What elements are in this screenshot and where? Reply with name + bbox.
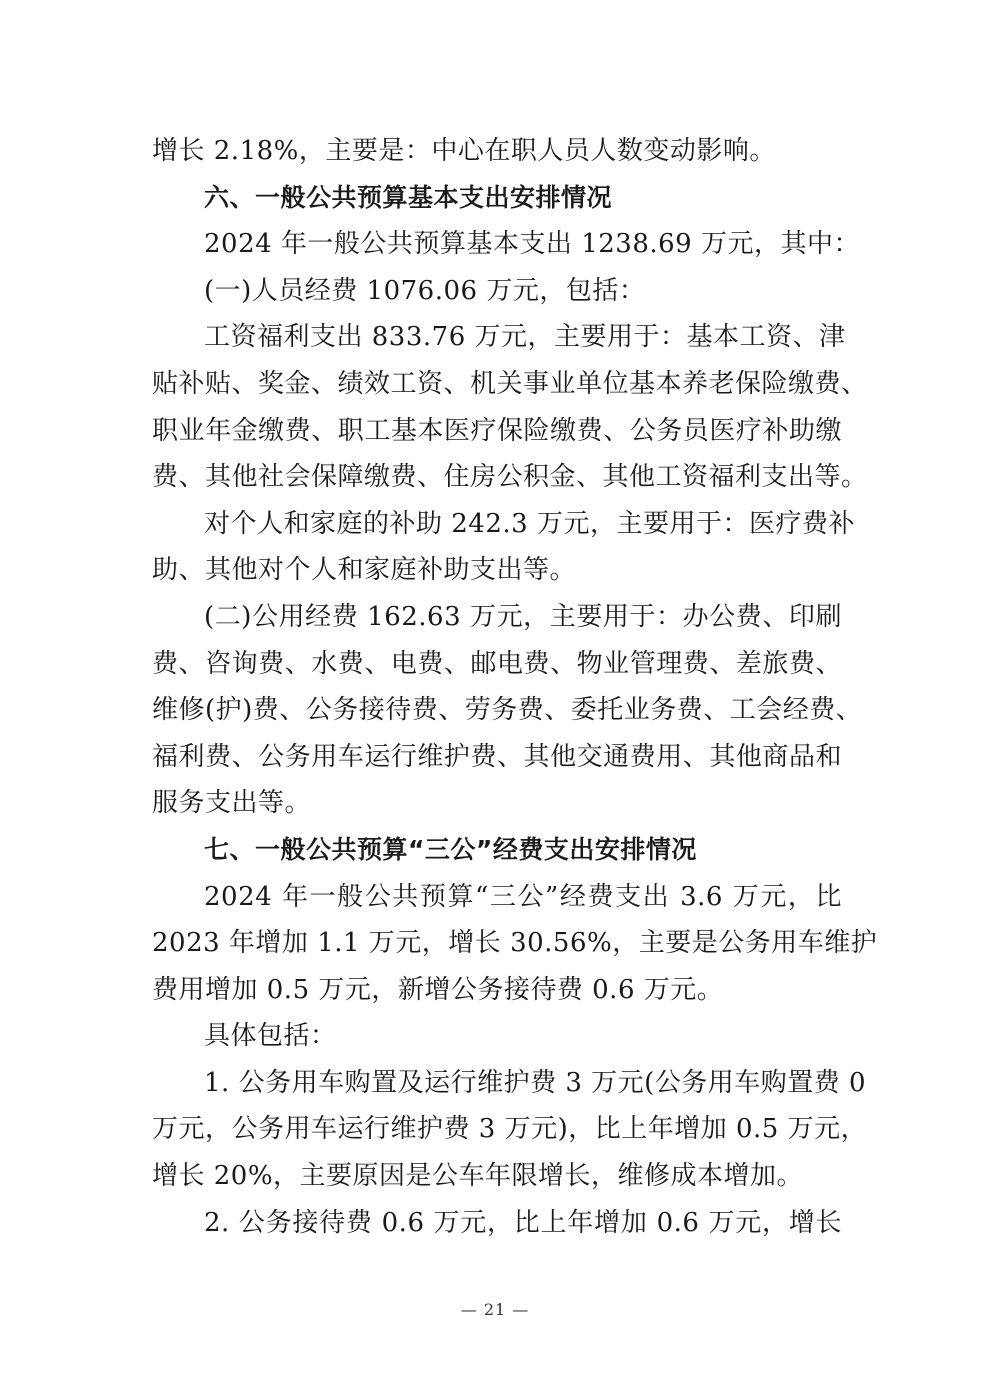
list-item-line: 万元，公务用车运行维护费 3 万元)，比上年增加 0.5 万元，: [152, 1114, 868, 1145]
section-heading-six: 六、一般公共预算基本支出安排情况: [204, 182, 613, 212]
paragraph-line: 对个人和家庭的补助 242.3 万元，主要用于：医疗费补: [204, 508, 855, 539]
page-number: — 21 —: [460, 1300, 530, 1319]
paragraph-line: 费、咨询费、水费、电费、邮电费、物业管理费、差旅费、: [152, 648, 842, 679]
paragraph-line: 贴补贴、奖金、绩效工资、机关事业单位基本养老保险缴费、: [152, 368, 868, 399]
paragraph-line: 职业年金缴费、职工基本医疗保险缴费、公务员医疗补助缴: [152, 415, 842, 446]
section-heading-seven: 七、一般公共预算“三公”经费支出安排情况: [204, 834, 697, 864]
paragraph-line: 服务支出等。: [152, 788, 312, 819]
paragraph-line: 费用增加 0.5 万元，新增公务接待费 0.6 万元。: [152, 974, 724, 1005]
paragraph-line: (二)公用经费 162.63 万元，主要用于：办公费、印刷: [204, 601, 842, 632]
paragraph-line: 2024 年一般公共预算“三公”经费支出 3.6 万元，比: [204, 881, 842, 912]
paragraph-line: 维修(护)费、公务接待费、劳务费、委托业务费、工会经费、: [152, 695, 863, 726]
list-item-line: 增长 20%，主要原因是公车年限增长，维修成本增加。: [152, 1161, 804, 1192]
paragraph-line: 2023 年增加 1.1 万元，增长 30.56%，主要是公务用车维护: [152, 928, 878, 959]
paragraph-line: 助、其他对个人和家庭补助支出等。: [152, 555, 577, 586]
paragraph-line: 增长 2.18%，主要是：中心在职人员人数变动影响。: [152, 136, 776, 166]
paragraph-line: 工资福利支出 833.76 万元，主要用于：基本工资、津: [204, 322, 846, 353]
paragraph-line: 费、其他社会保障缴费、住房公积金、其他工资福利支出等。: [152, 462, 868, 493]
list-item-line: 1. 公务用车购置及运行维护费 3 万元(公务用车购置费 0: [204, 1067, 867, 1098]
paragraph-line: 具体包括：: [204, 1021, 337, 1052]
list-item-line: 2. 公务接待费 0.6 万元，比上年增加 0.6 万元，增长: [204, 1207, 842, 1238]
paragraph-line: (一)人员经费 1076.06 万元，包括：: [204, 275, 646, 306]
paragraph-line: 2024 年一般公共预算基本支出 1238.69 万元，其中：: [204, 229, 860, 260]
paragraph-line: 福利费、公务用车运行维护费、其他交通费用、其他商品和: [152, 741, 842, 772]
body-text: [152, 128, 878, 1246]
